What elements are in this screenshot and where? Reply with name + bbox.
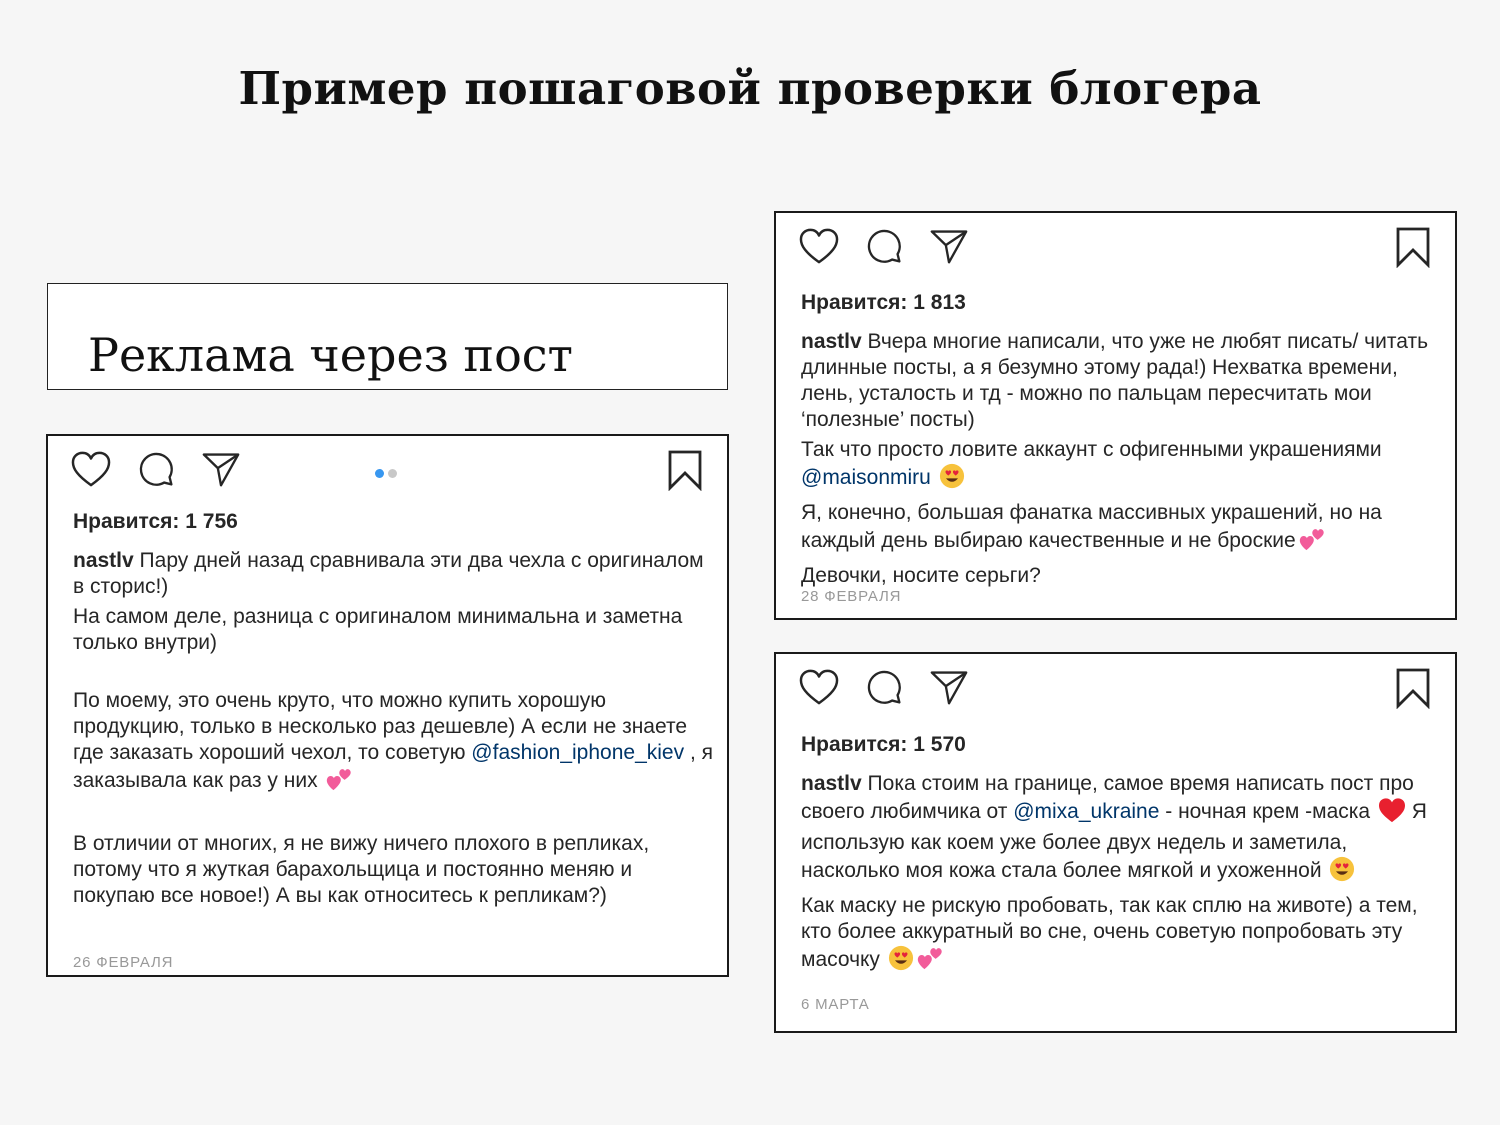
mention-link[interactable]: @fashion_iphone_kiev (471, 741, 685, 764)
red-heart-emoji-icon (1378, 797, 1406, 830)
two-hearts-emoji-icon (325, 766, 353, 799)
comment-bubble-icon[interactable] (865, 668, 903, 706)
caption-text: Пару дней назад сравнивала эти два чехла с оригиналом в сторис!) (73, 549, 704, 598)
caption-text: Как маску не рискую пробовать, так как сплю на животе) а тем, кто более аккуратный во сне, очень советую попробовать эту масочку (801, 894, 1418, 971)
heart-icon[interactable] (70, 450, 112, 488)
two-hearts-emoji-icon (1298, 526, 1326, 559)
username[interactable]: nastlv (801, 330, 862, 353)
caption-text: Я использую как коем уже более двух недель и заметила, насколько моя кожа стала более мягкой и ухоженной (801, 800, 1427, 882)
post-caption (73, 548, 713, 909)
post-caption (801, 771, 1446, 978)
comment-bubble-icon[interactable] (137, 450, 175, 488)
bookmark-icon[interactable] (1395, 226, 1431, 268)
caption-text: В отличии от многих, я не вижу ничего плохого в репликах, потому что я жуткая барахольщица и постоянно меняю и покупаю все новое!) А вы как относитесь к репликам?) (73, 832, 650, 907)
username[interactable]: nastlv (801, 772, 862, 795)
carousel-dot-active (375, 469, 384, 478)
carousel-dots (375, 465, 401, 483)
post-actions-bar (48, 436, 727, 506)
comment-bubble-icon[interactable] (865, 227, 903, 265)
caption-text: Так что просто ловите аккаунт с офигенными украшениями (801, 438, 1382, 461)
paper-plane-icon[interactable] (929, 227, 969, 265)
post-actions-bar (776, 654, 1455, 724)
post-actions-bar (776, 213, 1455, 283)
instagram-post-3 (774, 652, 1457, 1033)
bookmark-icon[interactable] (1395, 667, 1431, 709)
likes-count[interactable]: Нравится: 1 756 (73, 510, 238, 533)
carousel-dot (388, 469, 397, 478)
caption-text: Девочки, носите серьги? (801, 564, 1041, 587)
section-label-box (47, 283, 728, 390)
post-caption (801, 329, 1446, 589)
caption-text: По моему, это очень круто, что можно купить хорошую продукцию, только в несколько раз дешевле) А если не знаете где заказать хороший чехол, то советую (73, 689, 688, 764)
heart-icon[interactable] (798, 227, 840, 265)
likes-count[interactable]: Нравится: 1 813 (801, 291, 966, 314)
two-hearts-emoji-icon (916, 945, 944, 978)
heart-eyes-emoji-icon (888, 945, 914, 978)
caption-text: Пока стоим на границе, самое время написать пост про своего любимчика от (801, 772, 1414, 823)
section-label: Реклама через пост (88, 328, 573, 382)
caption-text: Я, конечно, большая фанатка массивных украшений, но на каждый день выбираю качественные и не броские (801, 501, 1382, 552)
post-date[interactable]: 28 ФЕВРАЛЯ (801, 588, 902, 605)
caption-text: Вчера многие написали, что уже не любят писать/ читать длинные посты, а я безумно этому рада!) Нехватка времени, лень, усталость и тд - можно по пальцам пересчитать мои ‘полезные’ посты) (801, 330, 1429, 431)
caption-text: - ночная крем -маска (1159, 800, 1376, 823)
paper-plane-icon[interactable] (201, 450, 241, 488)
paper-plane-icon[interactable] (929, 668, 969, 706)
instagram-post-1 (46, 434, 729, 977)
mention-link[interactable]: @maisonmiru (801, 466, 931, 489)
caption-text: , я заказывала как раз у них (73, 741, 713, 792)
username[interactable]: nastlv (73, 549, 134, 572)
post-date[interactable]: 26 ФЕВРАЛЯ (73, 954, 174, 971)
heart-eyes-emoji-icon (1329, 856, 1355, 889)
heart-eyes-emoji-icon (939, 463, 965, 496)
caption-text: На самом деле, разница с оригиналом минимальна и заметна только внутри) (73, 605, 683, 654)
mention-link[interactable]: @mixa_ukraine (1013, 800, 1160, 823)
heart-icon[interactable] (798, 668, 840, 706)
bookmark-icon[interactable] (667, 449, 703, 491)
likes-count[interactable]: Нравится: 1 570 (801, 733, 966, 756)
instagram-post-2 (774, 211, 1457, 620)
post-date[interactable]: 6 МАРТА (801, 996, 870, 1013)
slide-title: Пример пошаговой проверки блогера (238, 62, 1262, 115)
